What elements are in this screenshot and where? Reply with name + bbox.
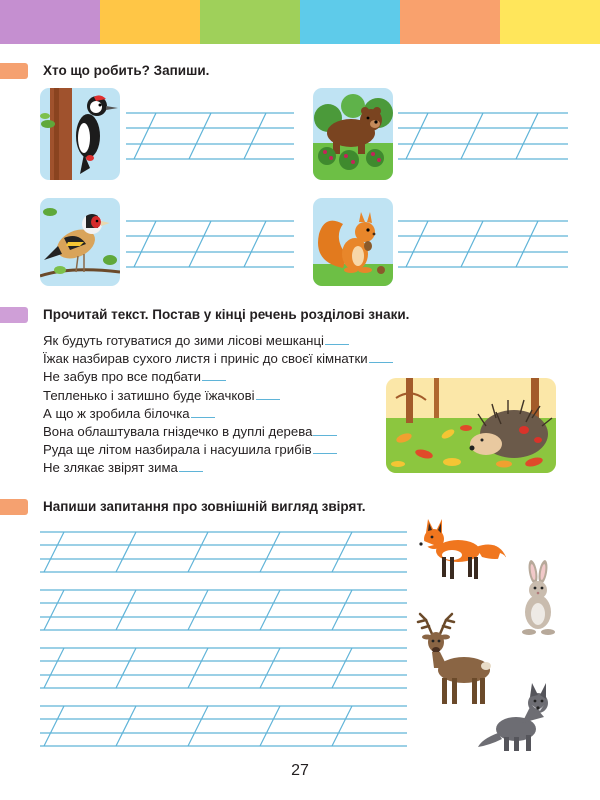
text-line: [43, 423, 423, 441]
hare-picture: [515, 560, 563, 640]
goldfinch-icon: [40, 198, 120, 286]
text-line: [43, 405, 423, 423]
punctuation-blank[interactable]: [313, 425, 337, 436]
goldfinch-picture: [40, 198, 120, 286]
punctuation-blank[interactable]: [369, 352, 393, 363]
squirrel-picture: [313, 198, 393, 286]
punctuation-blank[interactable]: [202, 370, 226, 381]
text-line: [43, 368, 423, 386]
sentence: А що ж зробила білочка: [43, 405, 190, 421]
punctuation-blank[interactable]: [256, 389, 280, 400]
text-line: [43, 459, 423, 477]
wolf-picture: [478, 683, 558, 751]
squirrel-icon: [313, 198, 393, 286]
stripe-green: [200, 0, 300, 44]
task1-writing-lines-4: [398, 215, 568, 271]
task3-writing-lines[interactable]: [40, 525, 407, 757]
punctuation-blank[interactable]: [313, 443, 337, 454]
task2-marker: [0, 307, 28, 323]
stripe-yellow: [100, 0, 200, 44]
fox-picture: [418, 517, 510, 583]
hare-icon: [515, 560, 563, 640]
header-color-stripes: [0, 0, 600, 44]
sentence: Тепленько і затишно буде їжачкові: [43, 387, 255, 403]
text-line: [43, 350, 423, 368]
reading-text: [43, 332, 423, 478]
task1-writing-lines-2: [398, 107, 568, 163]
stripe-orange: [400, 0, 500, 44]
text-line: [43, 332, 423, 350]
page-number: 27: [291, 762, 309, 779]
sentence: Як будуть готуватися до зими лісові мешканці: [43, 333, 324, 348]
woodpecker-icon: [40, 88, 120, 180]
sentence: Не злякає звірят зима: [43, 460, 178, 476]
punctuation-blank[interactable]: [191, 407, 215, 418]
text-line: [43, 387, 423, 405]
task2-title: Прочитай текст. Постав у кінці речень розділові знаки.: [43, 307, 410, 322]
sentence: Їжак назбирав сухого листя і приніс до своєї кімнатки: [43, 351, 368, 367]
text-line: [43, 441, 423, 459]
stripe-blue: [300, 0, 400, 44]
stripe-light-yellow: [500, 0, 600, 44]
task1-title: Хто що робить? Запиши.: [43, 63, 210, 78]
sentence: Руда ще літом назбирала і насушила грибів: [43, 442, 312, 458]
fox-icon: [418, 517, 510, 583]
stripe-purple: [0, 0, 100, 44]
task1-writing-lines-1: [126, 107, 294, 163]
task3-marker: [0, 499, 28, 515]
punctuation-blank[interactable]: [179, 461, 203, 472]
bear-picture: [313, 88, 393, 180]
hedgehog-icon: [386, 378, 556, 473]
woodpecker-picture: [40, 88, 120, 180]
sentence: Вона облаштувала гніздечко в дуплі дерева: [43, 423, 313, 439]
task1-marker: [0, 63, 28, 79]
wolf-icon: [478, 683, 558, 751]
bear-icon: [313, 88, 393, 180]
task1-writing-lines-3: [126, 215, 294, 271]
punctuation-blank[interactable]: [325, 334, 349, 345]
task3-title: Напиши запитання про зовнішній вигляд звірят.: [43, 499, 366, 514]
hedgehog-picture: [386, 378, 556, 473]
sentence: Не забув про все подбати: [43, 369, 201, 385]
